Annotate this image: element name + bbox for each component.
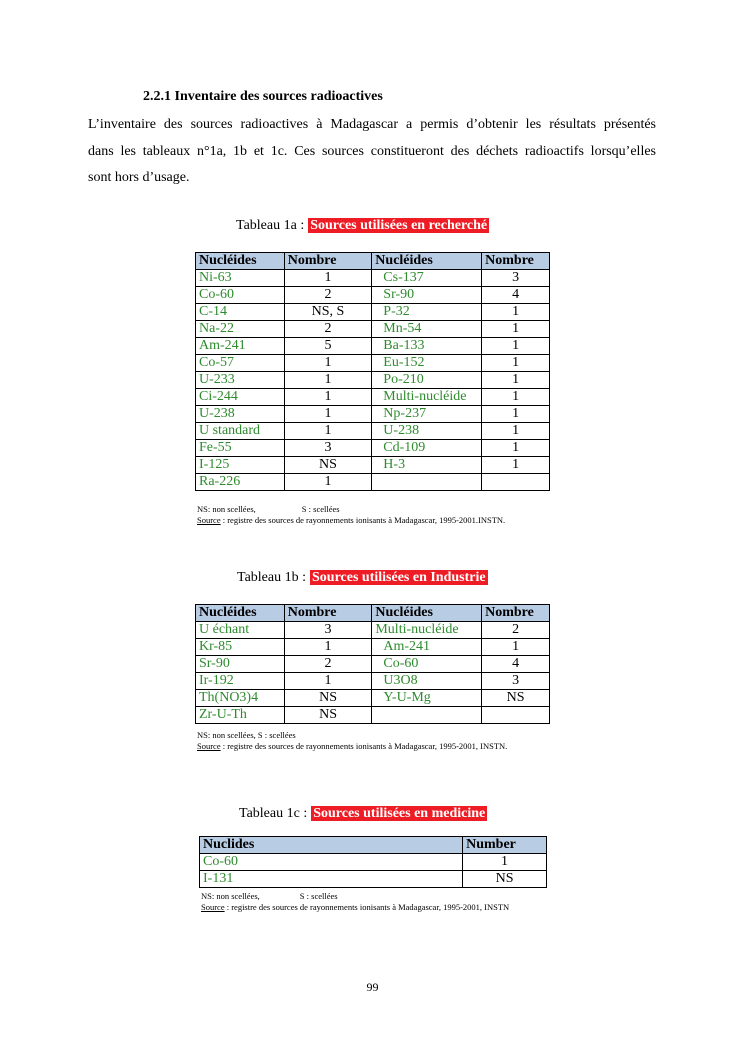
count-cell: 4 (482, 287, 550, 304)
header-cell: Nucléides (196, 253, 285, 270)
nuclide-cell (372, 707, 482, 724)
count-cell: 3 (482, 270, 550, 287)
nuclide-cell: I-125 (196, 457, 285, 474)
table-row (196, 321, 550, 338)
count-cell: 3 (482, 673, 550, 690)
nuclide-cell: C-14 (196, 304, 285, 321)
count-cell: NS, S (284, 304, 372, 321)
count-cell: 1 (284, 639, 372, 656)
count-cell: 3 (284, 440, 372, 457)
nuclide-cell: Cd-109 (372, 440, 482, 457)
nuclide-cell: U-238 (372, 423, 482, 440)
table-row (196, 656, 550, 673)
nuclide-cell: Po-210 (372, 372, 482, 389)
nuclide-cell: Mn-54 (372, 321, 482, 338)
count-cell: 1 (463, 854, 547, 871)
nuclide-cell: Ci-244 (196, 389, 285, 406)
nuclide-cell: Sr-90 (196, 656, 285, 673)
count-cell: 1 (284, 406, 372, 423)
source-label: Source (197, 741, 221, 751)
note-ns: NS: non scellées, (197, 504, 256, 514)
nuclide-cell: Co-57 (196, 355, 285, 372)
nuclide-cell: Y-U-Mg (372, 690, 482, 707)
table-1b-source (197, 740, 507, 752)
table-row (200, 854, 547, 871)
table-1b-caption-prefix: Tableau 1b : (237, 570, 306, 585)
nuclide-cell: Co-60 (200, 854, 463, 871)
table-header-row (196, 605, 550, 622)
header-cell: Nuclides (200, 837, 463, 854)
source-label: Source (201, 902, 225, 912)
nuclide-cell: H-3 (372, 457, 482, 474)
intro-line-2: dans les tableaux n°1a, 1b et 1c. Ces sources constitueront des déchets radioactifs lorsqu’elles (88, 143, 656, 159)
nuclide-cell: Co-60 (372, 656, 482, 673)
note-ns: NS: non scellées, (201, 891, 260, 901)
source-text: : registre des sources de rayonnements ionisants à Madagascar, 1995-2001, INSTN (224, 902, 510, 912)
source-text: : registre des sources de rayonnements ionisants à Madagascar, 1995-2001, INSTN. (220, 741, 508, 751)
count-cell: 1 (284, 270, 372, 287)
count-cell: 1 (482, 457, 550, 474)
count-cell: 2 (284, 287, 372, 304)
header-cell: Nucléides (372, 253, 482, 270)
count-cell: 4 (482, 656, 550, 673)
table-1a (195, 252, 550, 491)
table-row (196, 707, 550, 724)
count-cell: NS (284, 690, 372, 707)
table-1b (195, 604, 550, 724)
nuclide-cell: Sr-90 (372, 287, 482, 304)
table-1c-caption-highlight: Sources utilisées en medicine (313, 806, 486, 821)
count-cell: 1 (284, 673, 372, 690)
table-row (196, 406, 550, 423)
table-row (200, 871, 547, 888)
nuclide-cell: Multi-nucléide (372, 389, 482, 406)
nuclide-cell: Fe-55 (196, 440, 285, 457)
count-cell: 5 (284, 338, 372, 355)
table-row (196, 622, 550, 639)
table-row (196, 270, 550, 287)
count-cell: 1 (482, 304, 550, 321)
table-1c-caption (239, 806, 487, 822)
table-row (196, 287, 550, 304)
count-cell (482, 707, 550, 724)
table-row (196, 338, 550, 355)
nuclide-cell: Multi-nucléide (372, 622, 482, 639)
intro-line-1: L’inventaire des sources radioactives à Madagascar a permis d’obtenir les résultats présentés (88, 117, 656, 132)
count-cell: 1 (482, 389, 550, 406)
table-header-row (200, 837, 547, 854)
page-number: 99 (366, 980, 379, 994)
nuclide-cell: Ni-63 (196, 270, 285, 287)
table-row (196, 457, 550, 474)
count-cell: 1 (284, 474, 372, 491)
count-cell: 1 (482, 639, 550, 656)
count-cell: NS (284, 457, 372, 474)
table-header-row (196, 253, 550, 270)
nuclide-cell: P-32 (372, 304, 482, 321)
table-row (196, 304, 550, 321)
count-cell: 1 (482, 338, 550, 355)
table-row (196, 423, 550, 440)
nuclide-cell: Am-241 (372, 639, 482, 656)
note-s: S : scellées (299, 891, 338, 901)
table-1a-caption (236, 218, 489, 234)
table-1b-note: NS: non scellées, S : scellées (197, 730, 296, 740)
header-cell: Nucléides (196, 605, 285, 622)
intro-line-3: sont hors d’usage. (88, 170, 190, 185)
nuclide-cell: U échant (196, 622, 285, 639)
count-cell: 1 (482, 321, 550, 338)
header-cell: Nombre (284, 253, 372, 270)
nuclide-cell: U-233 (196, 372, 285, 389)
table-row (196, 673, 550, 690)
table-1c-source (201, 901, 509, 913)
nuclide-cell: U-238 (196, 406, 285, 423)
nuclide-cell: Na-22 (196, 321, 285, 338)
table-1c (199, 836, 547, 888)
table-row (196, 355, 550, 372)
nuclide-cell: Th(NO3)4 (196, 690, 285, 707)
count-cell: NS (482, 690, 550, 707)
count-cell: 1 (482, 440, 550, 457)
count-cell: 1 (284, 389, 372, 406)
count-cell: 1 (482, 423, 550, 440)
source-label: Source (197, 515, 221, 525)
note-s: S : scellées (301, 504, 340, 514)
header-cell: Nucléides (372, 605, 482, 622)
count-cell: 2 (284, 321, 372, 338)
nuclide-cell: Am-241 (196, 338, 285, 355)
count-cell: 3 (284, 622, 372, 639)
nuclide-cell: Ra-226 (196, 474, 285, 491)
table-row (196, 474, 550, 491)
count-cell: 1 (482, 372, 550, 389)
table-1a-caption-highlight: Sources utilisées en recherché (310, 218, 488, 233)
nuclide-cell: I-131 (200, 871, 463, 888)
nuclide-cell: Zr-U-Th (196, 707, 285, 724)
table-1b-caption (237, 570, 488, 586)
nuclide-cell: U3O8 (372, 673, 482, 690)
section-heading: 2.2.1 Inventaire des sources radioactives (143, 89, 383, 104)
count-cell: 2 (482, 622, 550, 639)
nuclide-cell: U standard (196, 423, 285, 440)
nuclide-cell: Kr-85 (196, 639, 285, 656)
count-cell: 1 (482, 355, 550, 372)
header-cell: Nombre (482, 605, 550, 622)
nuclide-cell: Co-60 (196, 287, 285, 304)
nuclide-cell: Cs-137 (372, 270, 482, 287)
table-row (196, 690, 550, 707)
table-1c-caption-prefix: Tableau 1c : (239, 806, 308, 821)
table-1b-caption-highlight: Sources utilisées en Industrie (312, 570, 486, 585)
count-cell: NS (284, 707, 372, 724)
table-1a-source (197, 514, 505, 526)
source-text: : registre des sources de rayonnements ionisants à Madagascar, 1995-2001.INSTN. (220, 515, 506, 525)
intro-paragraph (88, 112, 656, 192)
nuclide-cell: Ir-192 (196, 673, 285, 690)
nuclide-cell (372, 474, 482, 491)
count-cell: 1 (482, 406, 550, 423)
table-row (196, 440, 550, 457)
table-row (196, 389, 550, 406)
header-cell: Nombre (482, 253, 550, 270)
count-cell: 1 (284, 355, 372, 372)
count-cell (482, 474, 550, 491)
count-cell: 1 (284, 372, 372, 389)
nuclide-cell: Np-237 (372, 406, 482, 423)
nuclide-cell: Eu-152 (372, 355, 482, 372)
count-cell: 1 (284, 423, 372, 440)
nuclide-cell: Ba-133 (372, 338, 482, 355)
count-cell: 2 (284, 656, 372, 673)
count-cell: NS (463, 871, 547, 888)
header-cell: Nombre (284, 605, 372, 622)
table-1a-caption-prefix: Tableau 1a : (236, 218, 305, 233)
table-row (196, 372, 550, 389)
header-cell: Number (463, 837, 547, 854)
table-row (196, 639, 550, 656)
